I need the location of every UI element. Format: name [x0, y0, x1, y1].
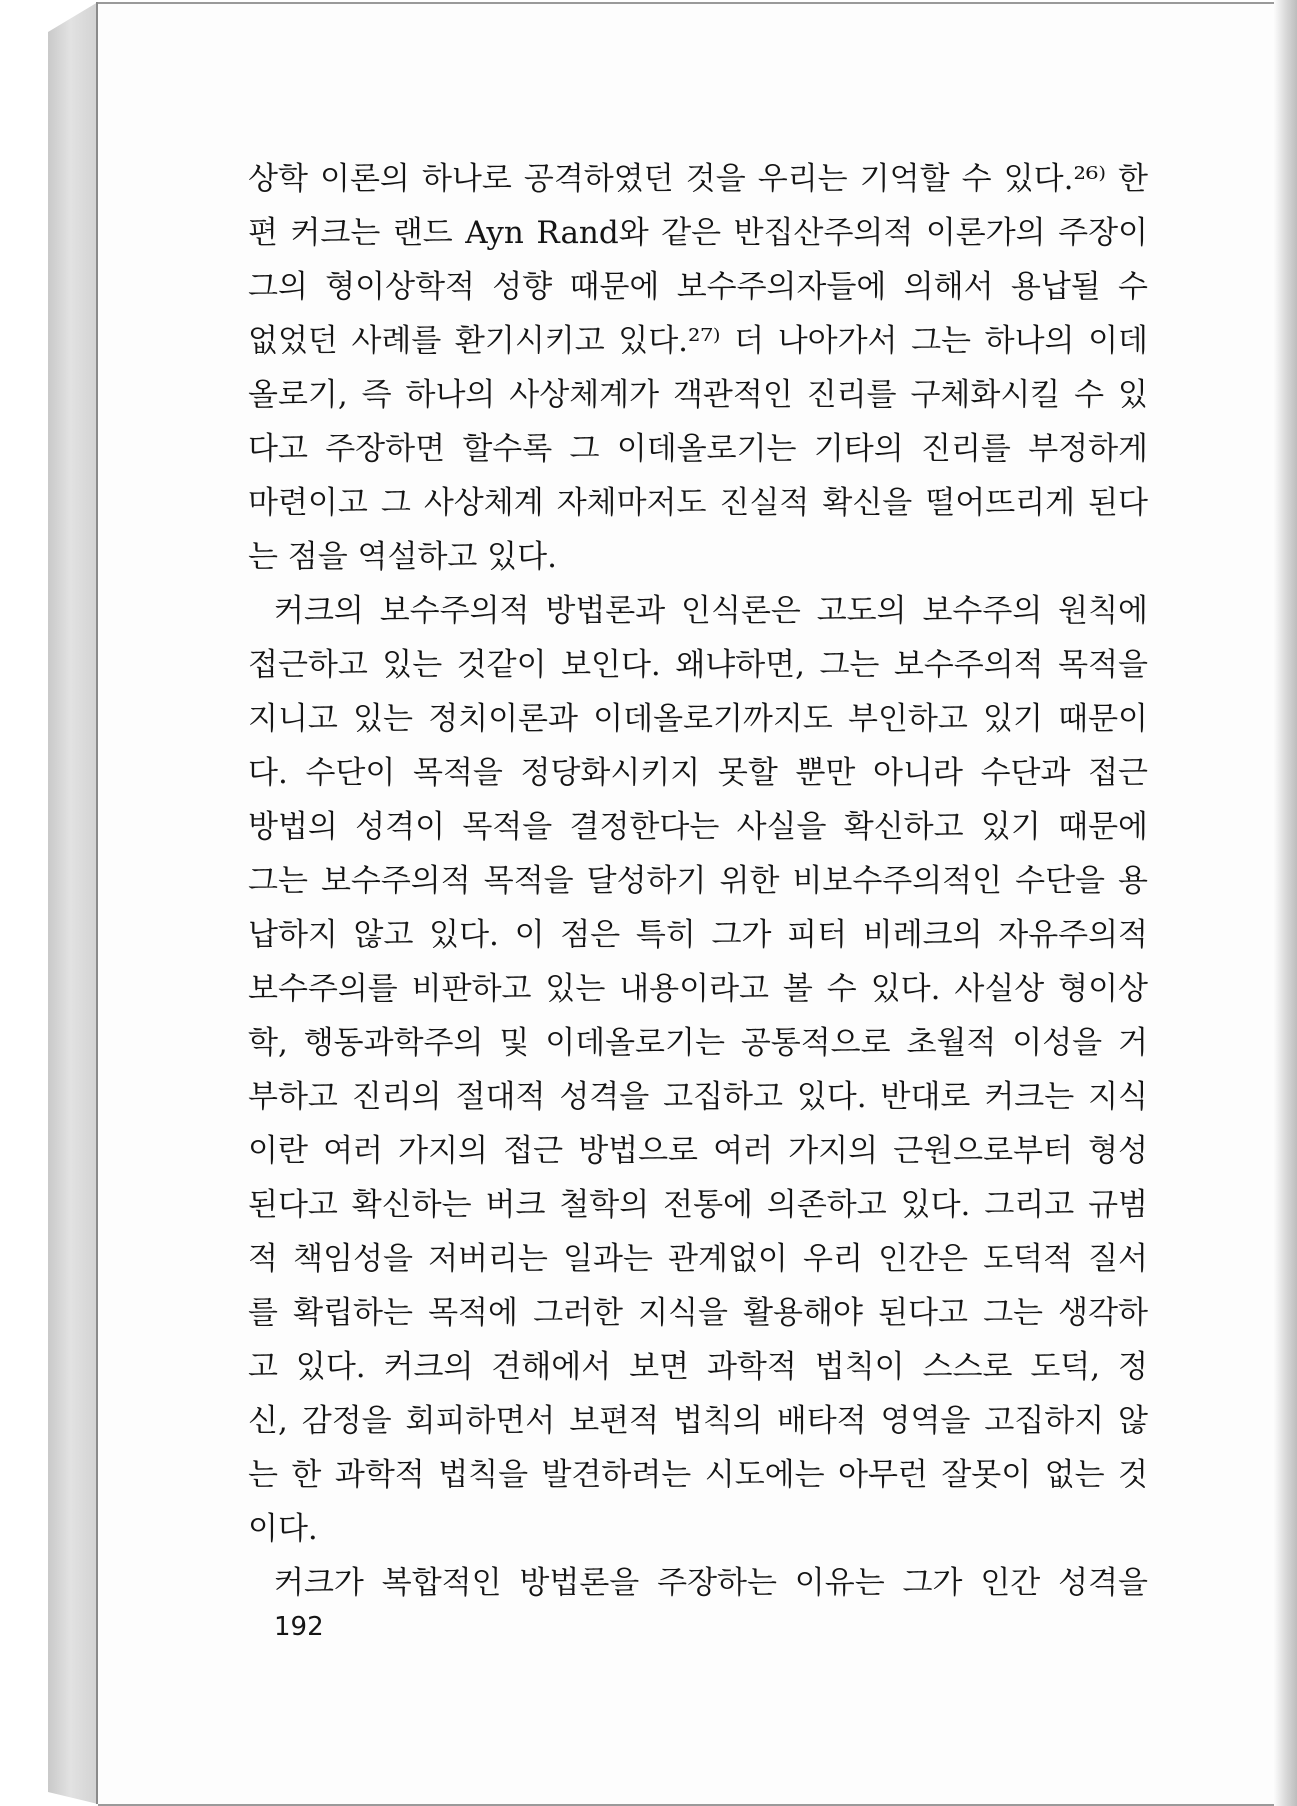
text-line: 적 책임성을 저버리는 일과는 관계없이 우리 인간은 도덕적 질서: [248, 1241, 1148, 1277]
text-line: 신, 감정을 회피하면서 보편적 법칙의 배타적 영역을 고집하지 않: [248, 1403, 1148, 1439]
text-line: 된다고 확신하는 버크 철학의 전통에 의존하고 있다. 그리고 규범: [248, 1187, 1148, 1223]
text-line: 는 한 과학적 법칙을 발견하려는 시도에는 아무런 잘못이 없는 것: [248, 1457, 1148, 1493]
text-line: 를 확립하는 목적에 그러한 지식을 활용해야 된다고 그는 생각하: [248, 1295, 1148, 1331]
text-line: 방법의 성격이 목적을 결정한다는 사실을 확신하고 있기 때문에: [248, 809, 1148, 845]
text-line: 이란 여러 가지의 접근 방법으로 여러 가지의 근원으로부터 형성: [248, 1133, 1148, 1169]
text-line: 다. 수단이 목적을 정당화시키지 못할 뿐만 아니라 수단과 접근: [248, 755, 1148, 791]
paragraph-start-line: 커크가 복합적인 방법론을 주장하는 이유는 그가 인간 성격을: [274, 1565, 1148, 1601]
text-line: 그의 형이상학적 성향 때문에 보수주의자들에 의해서 용납될 수: [248, 269, 1148, 305]
text-line: 접근하고 있는 것같이 보인다. 왜냐하면, 그는 보수주의적 목적을: [248, 647, 1148, 683]
text-line: 편 커크는 랜드 Ayn Rand와 같은 반집산주의적 이론가의 주장이: [248, 215, 1148, 251]
text-line: 납하지 않고 있다. 이 점은 특히 그가 피터 비레크의 자유주의적: [248, 917, 1148, 953]
text-line: 부하고 진리의 절대적 성격을 고집하고 있다. 반대로 커크는 지식: [248, 1079, 1148, 1115]
text-line: 지니고 있는 정치이론과 이데올로기까지도 부인하고 있기 때문이: [248, 701, 1148, 737]
book-spine: [48, 2, 98, 1804]
text-line: 올로기, 즉 하나의 사상체계가 객관적인 진리를 구체화시킬 수 있: [248, 377, 1148, 413]
text-line: 학, 행동과학주의 및 이데올로기는 공통적으로 초월적 이성을 거: [248, 1025, 1148, 1061]
body-text: [248, 152, 1148, 1610]
text-line: 그는 보수주의적 목적을 달성하기 위한 비보수주의적인 수단을 용: [248, 863, 1148, 899]
paragraph-start-line: 커크의 보수주의적 방법론과 인식론은 고도의 보수주의 원칙에: [274, 593, 1148, 629]
text-line: 는 점을 역설하고 있다.: [248, 539, 557, 575]
text-line: 이다.: [248, 1511, 318, 1547]
page-number: 192: [274, 1612, 324, 1642]
page-shadow: [1273, 0, 1297, 1806]
text-line: 없었던 사례를 환기시키고 있다.²⁷⁾ 더 나아가서 그는 하나의 이데: [248, 323, 1148, 359]
text-line: 다고 주장하면 할수록 그 이데올로기는 기타의 진리를 부정하게: [248, 431, 1148, 467]
book-page: [98, 2, 1274, 1806]
text-line: 상학 이론의 하나로 공격하였던 것을 우리는 기억할 수 있다.²⁶⁾ 한: [248, 161, 1148, 197]
text-line: 마련이고 그 사상체계 자체마저도 진실적 확신을 떨어뜨리게 된다: [248, 485, 1148, 521]
text-line: 고 있다. 커크의 견해에서 보면 과학적 법칙이 스스로 도덕, 정: [248, 1349, 1148, 1385]
text-line: 보수주의를 비판하고 있는 내용이라고 볼 수 있다. 사실상 형이상: [248, 971, 1148, 1007]
